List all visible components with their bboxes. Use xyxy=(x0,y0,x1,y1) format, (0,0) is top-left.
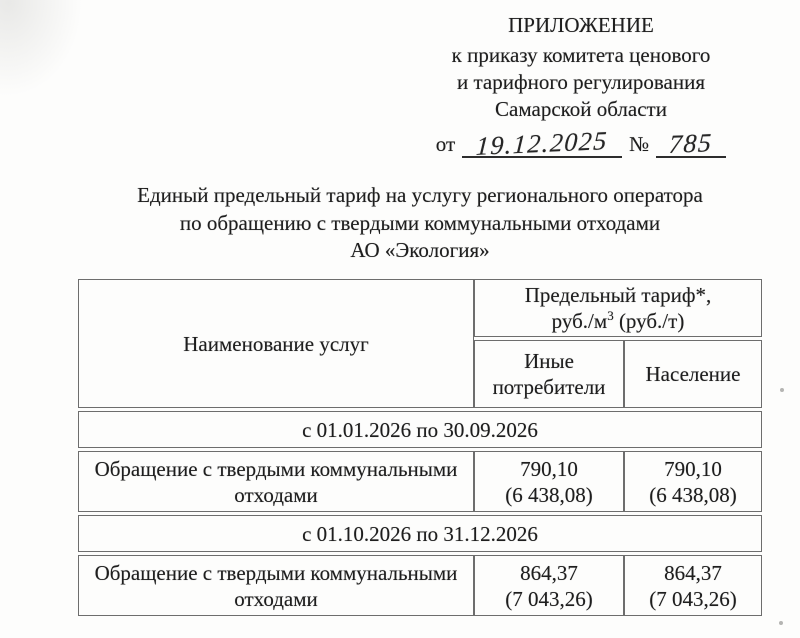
tariff-population-cell-2 xyxy=(624,555,762,616)
tariff-other-cell-2 xyxy=(474,555,624,616)
tariff-other-cell-1 xyxy=(474,451,624,512)
tariff-value: 864,37 xyxy=(664,560,722,585)
handwritten-date: 19.12.2025 xyxy=(475,126,609,161)
data-row-1 xyxy=(78,451,762,512)
tariff-table xyxy=(78,276,762,619)
order-number-blank xyxy=(656,130,726,158)
letterhead-line-region: Самарской области xyxy=(495,97,667,121)
tariff-value: 790,10 xyxy=(520,456,578,481)
service-name-cell-2: Обращение с твердыми коммунальными отходами xyxy=(78,555,474,616)
appendix-heading: ПРИЛОЖЕНИЕ xyxy=(508,13,654,37)
tariff-header-line1: Предельный тариф*, xyxy=(524,283,712,307)
tariff-value-per-ton: (6 438,08) xyxy=(505,482,593,507)
tariff-value-per-ton: (7 043,26) xyxy=(505,586,593,611)
col-header-service-name: Наименование услуг xyxy=(78,279,474,408)
letterhead-line-order: к приказу комитета ценового xyxy=(451,43,711,67)
tariff-unit-prefix: руб./м xyxy=(551,309,608,333)
table-header-row-1 xyxy=(78,279,762,337)
period-row-1 xyxy=(78,411,762,448)
order-number-sign: № xyxy=(629,132,650,156)
service-name-cell-1: Обращение с твердыми коммунальными отходами xyxy=(78,451,474,512)
scan-speck xyxy=(779,621,783,625)
handwritten-number: 785 xyxy=(668,128,714,160)
title-line-1: Единый предельный тариф на услугу регионального оператора xyxy=(137,183,703,207)
period-row-2 xyxy=(78,515,762,552)
period-label-1: с 01.01.2026 по 30.09.2026 xyxy=(78,411,762,448)
tariff-value-per-ton: (7 043,26) xyxy=(649,586,737,611)
order-date-blank xyxy=(462,126,622,161)
col-header-population: Население xyxy=(624,340,762,408)
col-header-tariff xyxy=(474,279,762,337)
tariff-value-per-ton: (6 438,08) xyxy=(649,482,737,507)
title-line-3: АО «Экология» xyxy=(350,238,490,262)
period-label-2: с 01.10.2026 по 31.12.2026 xyxy=(78,515,762,552)
order-date-number-line xyxy=(428,124,734,161)
tariff-unit-superscript: 3 xyxy=(607,308,614,323)
scan-speck xyxy=(780,388,784,392)
tariff-value: 790,10 xyxy=(664,456,722,481)
document-title xyxy=(40,182,800,265)
data-row-2 xyxy=(78,555,762,616)
letterhead-line-committee: и тарифного регулирования xyxy=(457,70,705,94)
order-date-prefix: от xyxy=(435,132,456,156)
col-header-other-consumers: Иные потребители xyxy=(474,340,624,408)
title-line-2: по обращению с твердыми коммунальными отходами xyxy=(179,210,661,235)
tariff-population-cell-1 xyxy=(624,451,762,512)
tariff-unit-suffix: (руб./т) xyxy=(613,309,685,333)
tariff-value: 864,37 xyxy=(520,560,578,585)
scan-smudge xyxy=(0,0,85,100)
letterhead xyxy=(428,12,734,161)
